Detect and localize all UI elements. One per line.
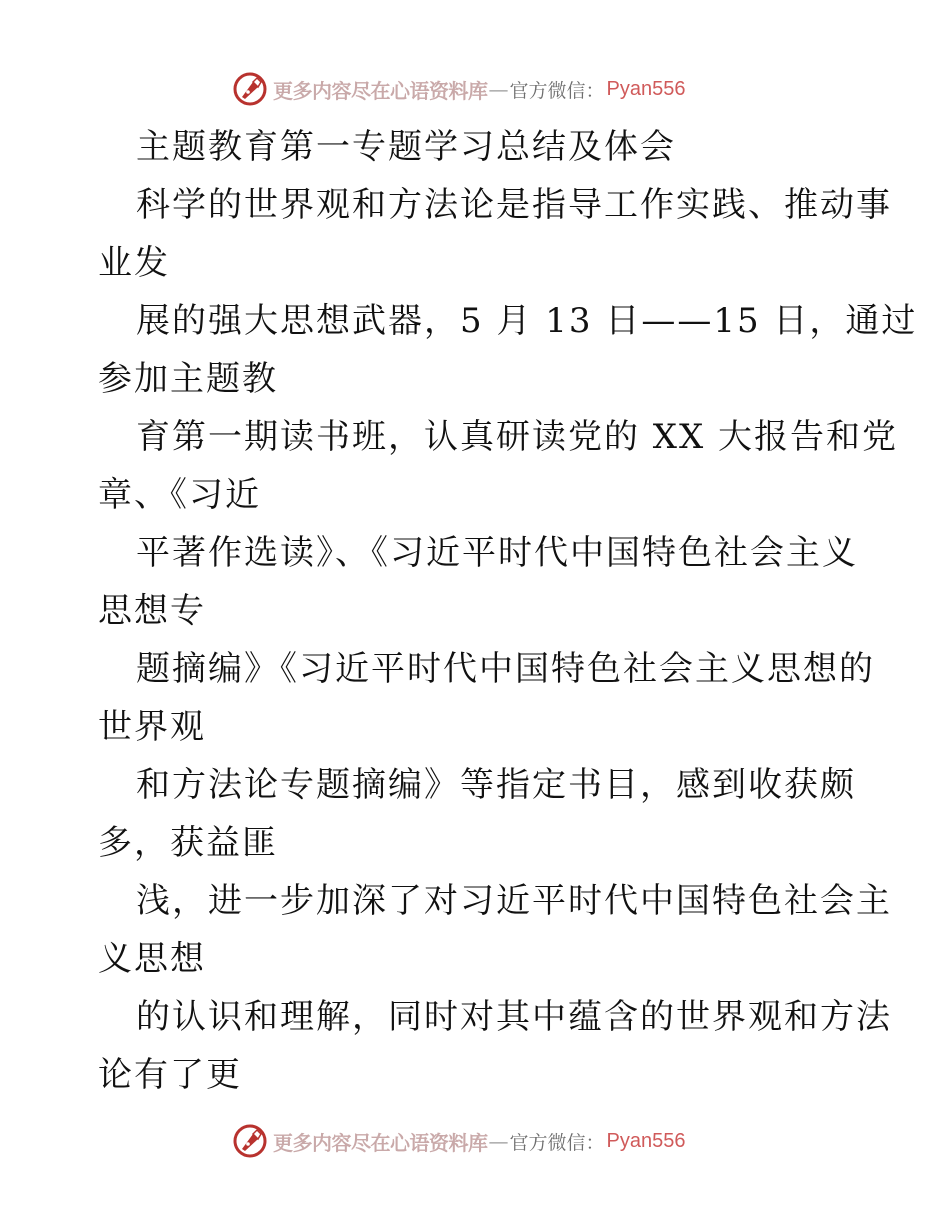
text-line: 和方法论专题摘编》等指定书目，感到收获颇 — [136, 765, 856, 805]
text-line: 的认识和理解，同时对其中蕴含的世界观和方法 — [136, 997, 892, 1037]
text-line: 参加主题教 — [98, 359, 278, 399]
text-line: 主题教育第一专题学习总结及体会 — [136, 127, 676, 167]
watermark-separator: — — [488, 1129, 509, 1153]
watermark-official-label: 官方微信： — [509, 1131, 605, 1154]
text-line: 论有了更 — [98, 1055, 242, 1095]
text-line: 章、《习近 — [98, 475, 261, 515]
text-line: 题摘编》《习近平时代中国特色社会主义思想的 — [136, 649, 875, 689]
footer-watermark-banner — [233, 1124, 685, 1158]
text-line: 平著作选读》、《习近平时代中国特色社会主义 — [136, 533, 858, 573]
text-line: 思想专 — [98, 591, 206, 631]
header-watermark-banner — [233, 72, 685, 106]
text-line: 多，获益匪 — [98, 823, 278, 863]
fountain-pen-logo-icon — [233, 1124, 267, 1158]
watermark-separator: — — [488, 77, 509, 101]
text-line: 业发 — [98, 243, 170, 283]
text-line: 义思想 — [98, 939, 206, 979]
document-body — [98, 118, 918, 1104]
watermark-wechat-id: Pyan556 — [606, 77, 686, 100]
watermark-official-label: 官方微信： — [509, 79, 605, 102]
text-line: 科学的世界观和方法论是指导工作实践、推动事 — [136, 185, 892, 225]
text-line: 育第一期读书班，认真研读党的 XX 大报告和党 — [136, 417, 899, 457]
watermark-wechat-id: Pyan556 — [606, 1129, 686, 1152]
text-line: 展的强大思想武器，5 月 13 日——15 日，通过 — [136, 301, 918, 341]
text-line: 浅，进一步加深了对习近平时代中国特色社会主 — [136, 881, 892, 921]
watermark-site-text: 更多内容尽在心语资料库 — [273, 78, 488, 103]
text-line: 世界观 — [98, 707, 206, 747]
fountain-pen-logo-icon — [233, 72, 267, 106]
watermark-site-text: 更多内容尽在心语资料库 — [273, 1130, 488, 1155]
